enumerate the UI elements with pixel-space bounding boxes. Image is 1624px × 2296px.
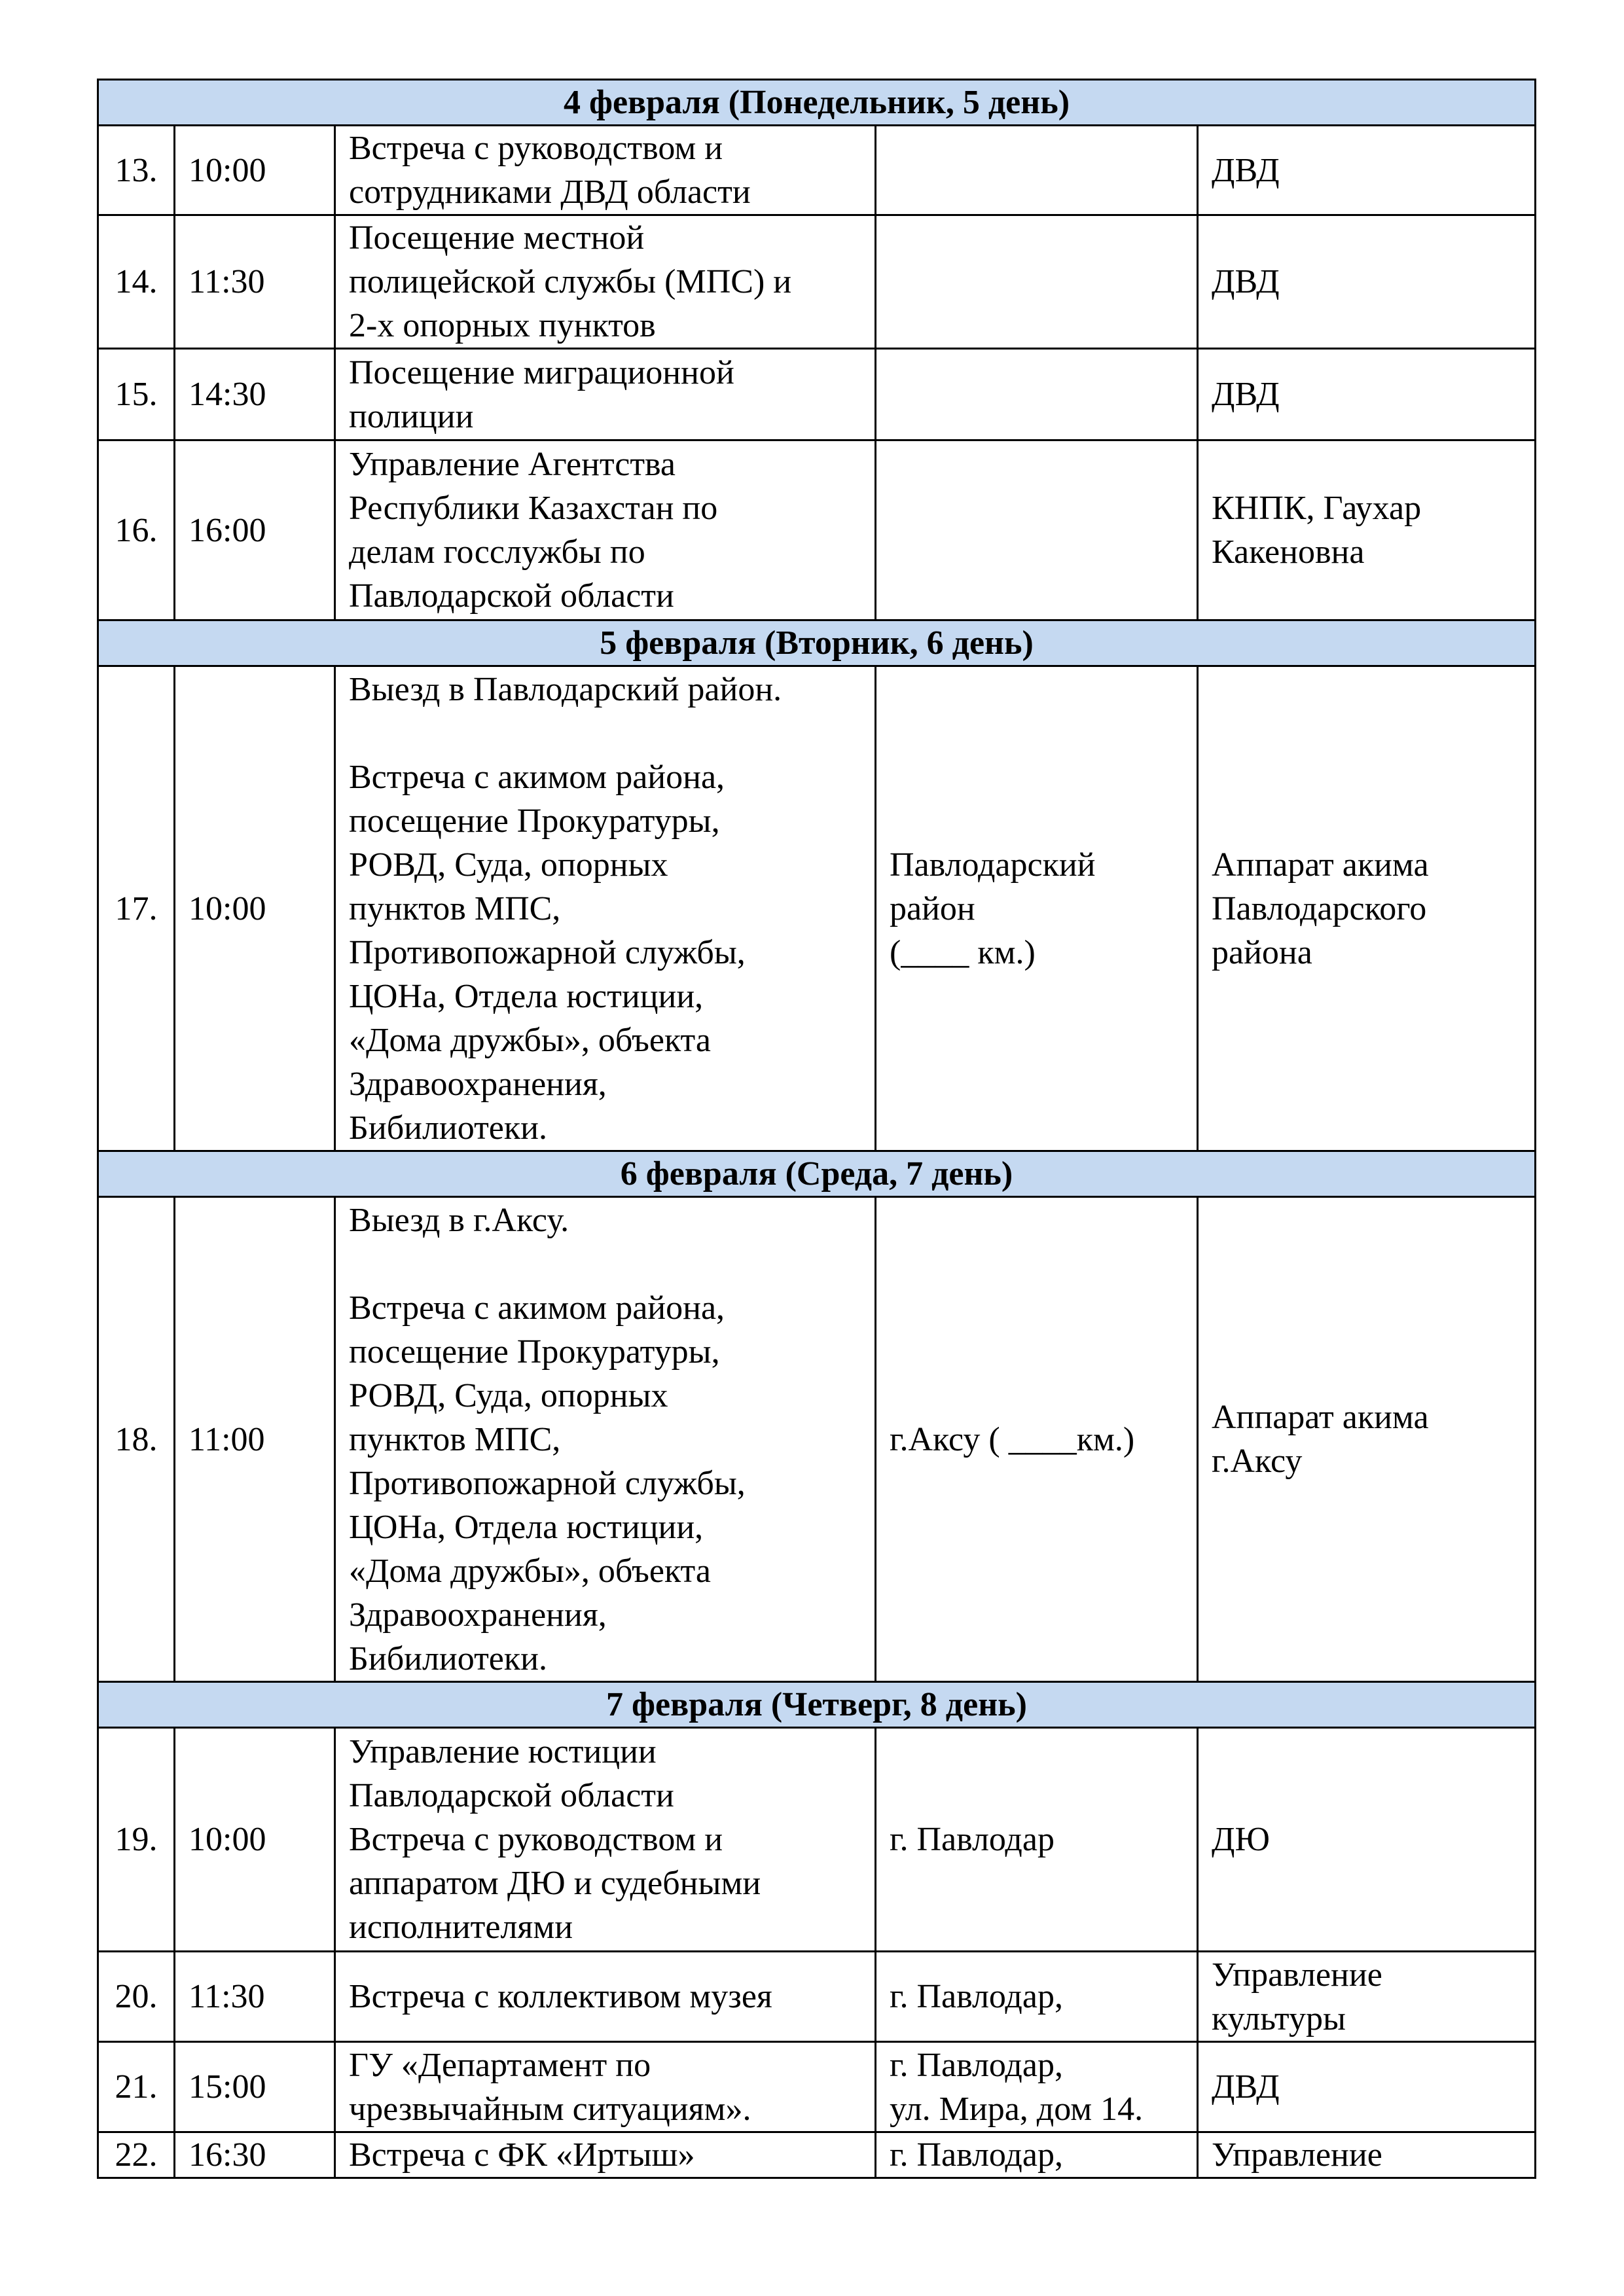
- row-number: 15.: [98, 349, 175, 440]
- description-line: чрезвычайным ситуациям».: [349, 2090, 751, 2128]
- responsible-line: Какеновна: [1212, 533, 1365, 571]
- row-location: [876, 2042, 1198, 2132]
- description-line: исполнителями: [349, 1909, 573, 1946]
- row-number: 13.: [98, 126, 175, 215]
- row-responsible: [1198, 2132, 1536, 2178]
- row-time: 10:00: [175, 126, 335, 215]
- row-location: [876, 666, 1198, 1151]
- description-line: Павлодарской области: [349, 577, 674, 615]
- description-line: Встреча с руководством и: [349, 1821, 723, 1858]
- description-line: пунктов МПС,: [349, 889, 561, 927]
- description-line: Посещение миграционной: [349, 353, 734, 391]
- description-line: Бибилиотеки.: [349, 1640, 547, 1677]
- description-line: сотрудниками ДВД области: [349, 173, 751, 211]
- day-header: 4 февраля (Понедельник, 5 день): [98, 80, 1536, 126]
- location-line: г.Аксу ( ____км.): [890, 1420, 1135, 1458]
- row-time: 15:00: [175, 2042, 335, 2132]
- day-header-row: [98, 620, 1536, 666]
- row-responsible: [1198, 2042, 1536, 2132]
- description-line: Противопожарной службы,: [349, 933, 746, 971]
- row-time: 16:00: [175, 440, 335, 620]
- row-location: [876, 2132, 1198, 2178]
- row-description: [335, 1952, 876, 2042]
- row-time: 11:00: [175, 1197, 335, 1682]
- responsible-line: района: [1212, 933, 1312, 971]
- row-time: 16:30: [175, 2132, 335, 2178]
- row-time: 10:00: [175, 1728, 335, 1952]
- table-row: [98, 126, 1536, 215]
- row-location: [876, 1197, 1198, 1682]
- row-responsible: [1198, 1197, 1536, 1682]
- description-line: Встреча с ФК «Иртыш»: [349, 2136, 695, 2174]
- responsible-line: г.Аксу: [1212, 1443, 1303, 1480]
- row-description: [335, 1197, 876, 1682]
- row-responsible: [1198, 349, 1536, 440]
- responsible-line: ДВД: [1212, 376, 1280, 413]
- row-number: 20.: [98, 1952, 175, 2042]
- table-row: [98, 440, 1536, 620]
- row-number: 19.: [98, 1728, 175, 1952]
- table-row: [98, 2132, 1536, 2178]
- day-header-row: [98, 1682, 1536, 1728]
- responsible-line: Аппарат акима: [1212, 1399, 1429, 1436]
- description-intro: Выезд в г.Аксу.: [349, 1201, 569, 1239]
- description-line: делам госслужбы по: [349, 533, 645, 571]
- description-line: Республики Казахстан по: [349, 490, 718, 527]
- responsible-line: культуры: [1212, 2000, 1346, 2037]
- description-line: Управление юстиции: [349, 1733, 657, 1770]
- row-description: [335, 440, 876, 620]
- table-row: [98, 1197, 1536, 1682]
- location-line: г. Павлодар,: [890, 2046, 1063, 2084]
- location-line: ул. Мира, дом 14.: [890, 2090, 1144, 2128]
- row-description: [335, 349, 876, 440]
- row-location: [876, 215, 1198, 349]
- row-description: [335, 1728, 876, 1952]
- description-line: пунктов МПС,: [349, 1420, 561, 1458]
- row-responsible: [1198, 126, 1536, 215]
- row-responsible: [1198, 1952, 1536, 2042]
- description-line: РОВД, Суда, опорных: [349, 846, 668, 884]
- responsible-line: Управление: [1212, 1956, 1382, 1994]
- row-time: 11:30: [175, 1952, 335, 2042]
- description-line: аппаратом ДЮ и судебными: [349, 1865, 761, 1902]
- responsible-line: Аппарат акима: [1212, 846, 1429, 884]
- description-line: ЦОНа, Отдела юстиции,: [349, 977, 704, 1015]
- row-time: 11:30: [175, 215, 335, 349]
- responsible-line: Павлодарского: [1212, 889, 1427, 927]
- responsible-line: КНПК, Гаухар: [1212, 490, 1422, 527]
- description-line: посещение Прокуратуры,: [349, 1333, 720, 1371]
- row-responsible: [1198, 666, 1536, 1151]
- location-line: г. Павлодар,: [890, 1978, 1063, 2015]
- description-line: ГУ «Департамент по: [349, 2046, 651, 2084]
- responsible-line: ДВД: [1212, 151, 1280, 189]
- description-line: Бибилиотеки.: [349, 1109, 547, 1147]
- row-responsible: [1198, 1728, 1536, 1952]
- row-description: [335, 126, 876, 215]
- table-row: [98, 1952, 1536, 2042]
- description-line: РОВД, Суда, опорных: [349, 1376, 668, 1414]
- day-header: 5 февраля (Вторник, 6 день): [98, 620, 1536, 666]
- row-description: [335, 215, 876, 349]
- table-row: [98, 1728, 1536, 1952]
- responsible-line: ДВД: [1212, 2068, 1280, 2106]
- description-line: Здравоохранения,: [349, 1065, 607, 1103]
- row-location: [876, 1728, 1198, 1952]
- day-header-row: [98, 80, 1536, 126]
- row-location: [876, 349, 1198, 440]
- location-line: (____ км.): [890, 933, 1036, 971]
- responsible-line: ДЮ: [1212, 1821, 1270, 1858]
- row-time: 14:30: [175, 349, 335, 440]
- description-line: «Дома дружбы», объекта: [349, 1552, 711, 1590]
- day-header: 6 февраля (Среда, 7 день): [98, 1151, 1536, 1197]
- description-line: Встреча с руководством и: [349, 130, 723, 167]
- location-line: район: [890, 889, 975, 927]
- description-line: Управление Агентства: [349, 446, 676, 483]
- description-line: 2-х опорных пунктов: [349, 307, 656, 344]
- row-description: [335, 2042, 876, 2132]
- row-description: [335, 2132, 876, 2178]
- responsible-line: ДВД: [1212, 263, 1280, 300]
- description-line: Посещение местной: [349, 219, 645, 257]
- row-description: [335, 666, 876, 1151]
- row-number: 22.: [98, 2132, 175, 2178]
- description-line: полицейской службы (МПС) и: [349, 263, 792, 300]
- row-number: 14.: [98, 215, 175, 349]
- description-line: Встреча с акимом района,: [349, 1289, 725, 1327]
- row-time: 10:00: [175, 666, 335, 1151]
- row-location: [876, 126, 1198, 215]
- description-line: «Дома дружбы», объекта: [349, 1021, 711, 1059]
- row-location: [876, 1952, 1198, 2042]
- row-number: 18.: [98, 1197, 175, 1682]
- table-row: [98, 2042, 1536, 2132]
- table-row: [98, 215, 1536, 349]
- location-line: г. Павлодар,: [890, 2136, 1063, 2174]
- day-header-row: [98, 1151, 1536, 1197]
- location-line: г. Павлодар: [890, 1821, 1055, 1858]
- table-row: [98, 349, 1536, 440]
- description-line: ЦОНа, Отдела юстиции,: [349, 1508, 704, 1546]
- table-row: [98, 666, 1536, 1151]
- description-line: Противопожарной службы,: [349, 1464, 746, 1502]
- schedule-table: [97, 79, 1536, 2179]
- description-line: Встреча с акимом района,: [349, 758, 725, 796]
- day-header: 7 февраля (Четверг, 8 день): [98, 1682, 1536, 1728]
- row-number: 16.: [98, 440, 175, 620]
- description-line: Встреча с коллективом музея: [349, 1978, 772, 2015]
- responsible-line: Управление: [1212, 2136, 1382, 2174]
- location-line: Павлодарский: [890, 846, 1096, 884]
- description-line: Здравоохранения,: [349, 1596, 607, 1634]
- description-intro: Выезд в Павлодарский район.: [349, 670, 782, 708]
- description-line: посещение Прокуратуры,: [349, 802, 720, 840]
- description-line: полиции: [349, 397, 474, 435]
- row-responsible: [1198, 440, 1536, 620]
- description-line: Павлодарской области: [349, 1777, 674, 1814]
- row-responsible: [1198, 215, 1536, 349]
- row-number: 21.: [98, 2042, 175, 2132]
- row-number: 17.: [98, 666, 175, 1151]
- row-location: [876, 440, 1198, 620]
